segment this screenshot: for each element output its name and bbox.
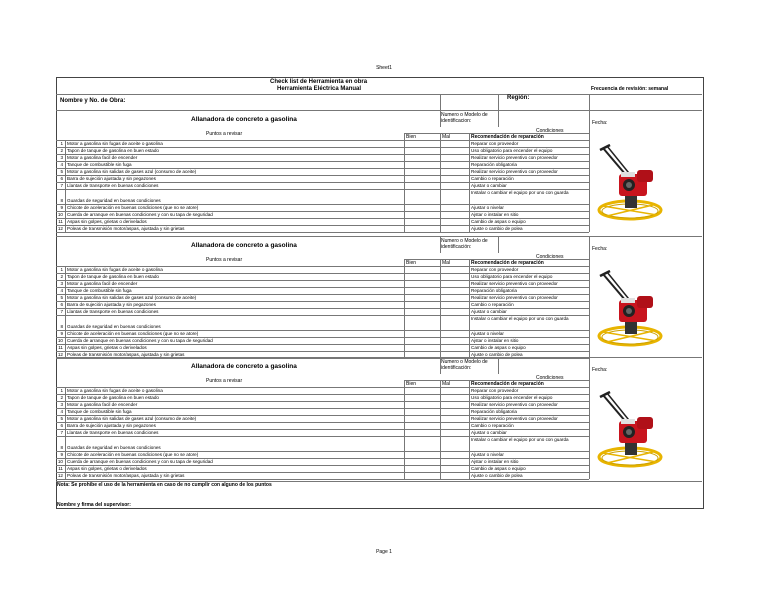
repair-recommendation: Realizar servicio preventivo con proveedor — [471, 281, 558, 286]
points-to-review-label: Puntos a revisar — [206, 131, 243, 137]
good-checkbox-cell[interactable] — [405, 204, 439, 211]
repair-recommendation: Cambio o reparación — [471, 176, 514, 181]
region-label: Región: — [507, 95, 530, 101]
good-checkbox-cell[interactable] — [405, 154, 439, 161]
bad-checkbox-cell[interactable] — [441, 266, 468, 273]
check-item: Barra de sujeción ajustada y sin pegazones — [67, 302, 156, 307]
item-number: 1 — [60, 388, 63, 393]
bad-checkbox-cell[interactable] — [441, 204, 468, 211]
bad-checkbox-cell[interactable] — [441, 161, 468, 168]
repair-recommendation: Uso obligatorio para encender el equipo — [471, 395, 553, 400]
good-checkbox-cell[interactable] — [405, 387, 439, 394]
power-trowel-image — [597, 270, 663, 350]
good-checkbox-cell[interactable] — [405, 175, 439, 182]
item-number: 9 — [60, 452, 63, 457]
item-number: 8 — [60, 324, 63, 329]
check-item: Motor a gasolina sin fugas de aceite o gasolina — [67, 267, 163, 272]
check-item: Cuerda de arranque en buenas condiciones y con su tapa de seguridad — [67, 338, 213, 343]
repair-recommendation: Reparación obligatoria — [471, 162, 517, 167]
repair-recommendation: Reparar con proveedor — [471, 267, 519, 272]
check-item: Motor a gasolina sin salidas de gases azul (consumo de aceite) — [67, 416, 197, 421]
bad-checkbox-cell[interactable] — [441, 472, 468, 479]
date-label: Fecha: — [592, 120, 608, 126]
conditions-label: Condiciones — [536, 254, 564, 260]
repair-recommendation: Uso obligatorio para encender el equipo — [471, 274, 553, 279]
sheet-name: Sheet1 — [376, 65, 392, 71]
bad-checkbox-cell[interactable] — [441, 451, 468, 458]
bad-column-header: Mal — [442, 134, 451, 140]
check-item: Barra de sujeción ajustada y sin pegazones — [67, 423, 156, 428]
id-label-2: identificación: — [441, 244, 472, 250]
item-number: 3 — [60, 281, 63, 286]
good-checkbox-cell[interactable] — [405, 308, 439, 315]
repair-recommendation: Cambio o reparación — [471, 423, 514, 428]
good-checkbox-cell[interactable] — [405, 225, 439, 232]
item-number: 7 — [60, 309, 63, 314]
section-title: Allanadora de concreto a gasolina — [191, 363, 297, 370]
good-checkbox-cell[interactable] — [405, 189, 439, 204]
repair-recommendation: Instalar o cambiar el equipo por uno con guarda — [471, 437, 569, 442]
points-to-review-label: Puntos a revisar — [206, 378, 243, 384]
item-number: 4 — [60, 288, 63, 293]
item-number: 11 — [58, 219, 63, 224]
good-checkbox-cell[interactable] — [405, 436, 439, 451]
good-checkbox-cell[interactable] — [405, 472, 439, 479]
id-label-2: identificacion: — [441, 118, 472, 124]
item-number: 9 — [60, 205, 63, 210]
bad-checkbox-cell[interactable] — [441, 280, 468, 287]
item-number: 10 — [57, 212, 63, 217]
check-item: Poleas de transmisión motor/aspas, ajustada y sin grietas — [67, 226, 185, 231]
repair-recommendation: Realizar servicio preventivo con proveedor — [471, 169, 558, 174]
repair-recommendation: Instalar o cambiar el equipo por uno con guarda — [471, 316, 569, 321]
good-checkbox-cell[interactable] — [405, 465, 439, 472]
bad-checkbox-cell[interactable] — [441, 147, 468, 154]
page-number: Page 1 — [376, 549, 392, 555]
good-checkbox-cell[interactable] — [405, 330, 439, 337]
item-number: 6 — [60, 423, 63, 428]
item-number: 11 — [58, 466, 63, 471]
good-column-header: Bien — [406, 260, 417, 266]
item-number: 12 — [57, 352, 63, 357]
bad-checkbox-cell[interactable] — [441, 301, 468, 308]
date-label: Fecha: — [592, 246, 608, 252]
good-column-header: Bien — [406, 134, 417, 140]
bad-checkbox-cell[interactable] — [441, 408, 468, 415]
good-checkbox-cell[interactable] — [405, 273, 439, 280]
bad-checkbox-cell[interactable] — [441, 189, 468, 204]
good-checkbox-cell[interactable] — [405, 211, 439, 218]
repair-recommendation: Ajuste o cambio de polea — [471, 352, 523, 357]
good-checkbox-cell[interactable] — [405, 451, 439, 458]
frequency-label: Frecuencia de revisión: semanal — [591, 86, 669, 92]
check-item: Guardas de seguridad en buenas condiciones — [67, 198, 161, 203]
bad-checkbox-cell[interactable] — [441, 458, 468, 465]
repair-recommendation: Reparación obligatoria — [471, 288, 517, 293]
bad-checkbox-cell[interactable] — [441, 415, 468, 422]
check-item: Tapon de tanque de gasolina en buen estado — [67, 274, 159, 279]
check-item: Aspas sin golpes, grietas o derivelados — [67, 466, 147, 471]
bad-checkbox-cell[interactable] — [441, 154, 468, 161]
check-item: Tanque de combustible sin fuga — [67, 162, 132, 167]
check-item: Llantas de transporte en buenas condiciones — [67, 309, 159, 314]
check-item: Motor a gasolina facil de encender — [67, 155, 138, 160]
id-label: Numero o Modelo de — [441, 112, 488, 118]
repair-recommendation: Ajustar o cambiar — [471, 309, 507, 314]
item-number: 5 — [60, 295, 63, 300]
bad-checkbox-cell[interactable] — [441, 422, 468, 429]
item-number: 4 — [60, 162, 63, 167]
check-item: Barra de sujeción ajustada y sin pegazones — [67, 176, 156, 181]
bad-column-header: Mal — [442, 381, 451, 387]
item-number: 2 — [60, 274, 63, 279]
item-number: 7 — [60, 430, 63, 435]
item-number: 10 — [57, 338, 63, 343]
bad-checkbox-cell[interactable] — [441, 344, 468, 351]
repair-recommendation: Ajstar o instalar en sitio — [471, 459, 519, 464]
check-item: Llantas de transporte en buenas condiciones — [67, 430, 159, 435]
bad-column-header: Mal — [442, 260, 451, 266]
check-item: Tanque de combustible sin fuga — [67, 288, 132, 293]
bad-checkbox-cell[interactable] — [441, 465, 468, 472]
conditions-label: Condiciones — [536, 128, 564, 134]
item-number: 8 — [60, 198, 63, 203]
good-checkbox-cell[interactable] — [405, 301, 439, 308]
repair-recommendation: Reparación obligatoria — [471, 409, 517, 414]
item-number: 9 — [60, 331, 63, 336]
check-item: Llantas de transporte en buenas condiciones — [67, 183, 159, 188]
conditions-label: Condiciones — [536, 375, 564, 381]
bad-checkbox-cell[interactable] — [441, 315, 468, 330]
item-number: 12 — [57, 473, 63, 478]
repair-recommendation: Realizar servicio preventivo con proveedor — [471, 295, 558, 300]
bad-checkbox-cell[interactable] — [441, 429, 468, 436]
bad-checkbox-cell[interactable] — [441, 168, 468, 175]
title-line-1: Check list de Herramienta en obra — [270, 79, 368, 85]
repair-recommendation: Cambio o reparación — [471, 302, 514, 307]
repair-recommendation: Reparar con proveedor — [471, 388, 519, 393]
item-number: 3 — [60, 155, 63, 160]
good-checkbox-cell[interactable] — [405, 344, 439, 351]
check-item: Motor a gasolina sin fugas de aceite o gasolina — [67, 141, 163, 146]
repair-recommendation: Ajustar o nivelar — [471, 331, 504, 336]
item-number: 7 — [60, 183, 63, 188]
repair-recommendation: Realizar servicio preventivo con proveedor — [471, 402, 558, 407]
power-trowel-image — [597, 144, 663, 224]
item-number: 2 — [60, 395, 63, 400]
check-item: Aspas sin golpes, grietas o derivelados — [67, 219, 147, 224]
item-number: 8 — [60, 445, 63, 450]
title-line-2: Herramienta Eléctrica Manual — [277, 86, 362, 92]
repair-recommendation-header: Recomendación de reparación — [471, 134, 544, 140]
section-title: Allanadora de concreto a gasolina — [191, 242, 297, 249]
good-checkbox-cell[interactable] — [405, 429, 439, 436]
bad-checkbox-cell[interactable] — [441, 287, 468, 294]
good-checkbox-cell[interactable] — [405, 168, 439, 175]
good-checkbox-cell[interactable] — [405, 415, 439, 422]
id-label: Numero o Modelo de — [441, 359, 488, 365]
check-item: Poleas de transmisión motor/aspas, ajustada y sin grietas — [67, 352, 185, 357]
good-checkbox-cell[interactable] — [405, 394, 439, 401]
good-checkbox-cell[interactable] — [405, 161, 439, 168]
check-item: Motor a gasolina sin salidas de gases azul (consumo de aceite) — [67, 169, 197, 174]
good-checkbox-cell[interactable] — [405, 408, 439, 415]
section-title: Allanadora de concreto a gasolina — [191, 116, 297, 123]
bad-checkbox-cell[interactable] — [441, 294, 468, 301]
repair-recommendation: Ajustar o nivelar — [471, 205, 504, 210]
bad-checkbox-cell[interactable] — [441, 273, 468, 280]
check-item: Chicote de aceleración en buenas condiciones (que no se atore) — [67, 452, 199, 457]
check-item: Motor a gasolina facil de encender — [67, 402, 138, 407]
bad-checkbox-cell[interactable] — [441, 436, 468, 451]
bad-checkbox-cell[interactable] — [441, 218, 468, 225]
repair-recommendation: Realizar servicio preventivo con proveedor — [471, 416, 558, 421]
bad-checkbox-cell[interactable] — [441, 337, 468, 344]
item-number: 11 — [58, 345, 63, 350]
good-checkbox-cell[interactable] — [405, 280, 439, 287]
check-item: Guardas de seguridad en buenas condiciones — [67, 324, 161, 329]
date-label: Fecha: — [592, 367, 608, 373]
item-number: 5 — [60, 416, 63, 421]
item-number: 6 — [60, 302, 63, 307]
repair-recommendation: Ajuste o cambio de polea — [471, 473, 523, 478]
check-item: Guardas de seguridad en buenas condiciones — [67, 445, 161, 450]
repair-recommendation-header: Recomendación de reparación — [471, 260, 544, 266]
check-item: Tapon de tanque de gasolina en buen estado — [67, 148, 159, 153]
bad-checkbox-cell[interactable] — [441, 330, 468, 337]
bad-checkbox-cell[interactable] — [441, 401, 468, 408]
points-to-review-label: Puntos a revisar — [206, 257, 243, 263]
work-name-label: Nombre y No. de Obra: — [60, 98, 126, 104]
supervisor-signature-label: Nombre y firma del supervisor: — [57, 502, 131, 508]
item-number: 4 — [60, 409, 63, 414]
footer-note: Nota: Se prohibe el uso de la herramienta en caso de no cumplir con alguno de los puntos — [57, 482, 272, 488]
repair-recommendation: Cambio de aspas o equipo — [471, 345, 526, 350]
item-number: 1 — [60, 141, 63, 146]
repair-recommendation: Uso obligatorio para encender el equipo — [471, 148, 553, 153]
power-trowel-image — [597, 391, 663, 471]
check-item: Chicote de aceleración en buenas condiciones (que no se atore) — [67, 331, 199, 336]
item-number: 6 — [60, 176, 63, 181]
repair-recommendation: Ajustar o nivelar — [471, 452, 504, 457]
check-item: Tapon de tanque de gasolina en buen estado — [67, 395, 159, 400]
good-checkbox-cell[interactable] — [405, 218, 439, 225]
item-number: 12 — [57, 226, 63, 231]
good-checkbox-cell[interactable] — [405, 140, 439, 147]
good-checkbox-cell[interactable] — [405, 315, 439, 330]
check-item: Cuerda de arranque en buenas condiciones y con su tapa de seguridad — [67, 212, 213, 217]
good-checkbox-cell[interactable] — [405, 458, 439, 465]
check-item: Chicote de aceleración en buenas condiciones (que no se atore) — [67, 205, 199, 210]
repair-recommendation-header: Recomendación de reparación — [471, 381, 544, 387]
bad-checkbox-cell[interactable] — [441, 225, 468, 232]
good-checkbox-cell[interactable] — [405, 422, 439, 429]
id-label-2: identificación: — [441, 365, 472, 371]
check-item: Cuerda de arranque en buenas condiciones y con su tapa de seguridad — [67, 459, 213, 464]
bad-checkbox-cell[interactable] — [441, 308, 468, 315]
item-number: 10 — [57, 459, 63, 464]
bad-checkbox-cell[interactable] — [441, 387, 468, 394]
repair-recommendation: Cambio de aspas o equipo — [471, 219, 526, 224]
bad-checkbox-cell[interactable] — [441, 211, 468, 218]
repair-recommendation: Ajstar o instalar en sitio — [471, 338, 519, 343]
bad-checkbox-cell[interactable] — [441, 175, 468, 182]
repair-recommendation: Ajstar o instalar en sitio — [471, 212, 519, 217]
check-item: Aspas sin golpes, grietas o derivelados — [67, 345, 147, 350]
repair-recommendation: Instalar o cambiar el equipo por uno con guarda — [471, 190, 569, 195]
item-number: 3 — [60, 402, 63, 407]
check-item: Motor a gasolina sin salidas de gases azul (consumo de aceite) — [67, 295, 197, 300]
good-checkbox-cell[interactable] — [405, 401, 439, 408]
repair-recommendation: Ajustar o cambiar — [471, 183, 507, 188]
repair-recommendation: Cambio de aspas o equipo — [471, 466, 526, 471]
good-column-header: Bien — [406, 381, 417, 387]
bad-checkbox-cell[interactable] — [441, 140, 468, 147]
good-checkbox-cell[interactable] — [405, 266, 439, 273]
check-item: Motor a gasolina sin fugas de aceite o gasolina — [67, 388, 163, 393]
check-item: Tanque de combustible sin fuga — [67, 409, 132, 414]
repair-recommendation: Reparar con proveedor — [471, 141, 519, 146]
id-label: Numero o Modelo de — [441, 238, 488, 244]
bad-checkbox-cell[interactable] — [441, 182, 468, 189]
item-number: 5 — [60, 169, 63, 174]
good-checkbox-cell[interactable] — [405, 287, 439, 294]
item-number: 2 — [60, 148, 63, 153]
check-item: Motor a gasolina facil de encender — [67, 281, 138, 286]
bad-checkbox-cell[interactable] — [441, 394, 468, 401]
repair-recommendation: Ajuste o cambio de polea — [471, 226, 523, 231]
repair-recommendation: Realizar servicio preventivo con proveedor — [471, 155, 558, 160]
good-checkbox-cell[interactable] — [405, 294, 439, 301]
good-checkbox-cell[interactable] — [405, 147, 439, 154]
check-item: Poleas de transmisión motor/aspas, ajustada y sin grietas — [67, 473, 185, 478]
good-checkbox-cell[interactable] — [405, 182, 439, 189]
good-checkbox-cell[interactable] — [405, 337, 439, 344]
item-number: 1 — [60, 267, 63, 272]
repair-recommendation: Ajustar o cambiar — [471, 430, 507, 435]
